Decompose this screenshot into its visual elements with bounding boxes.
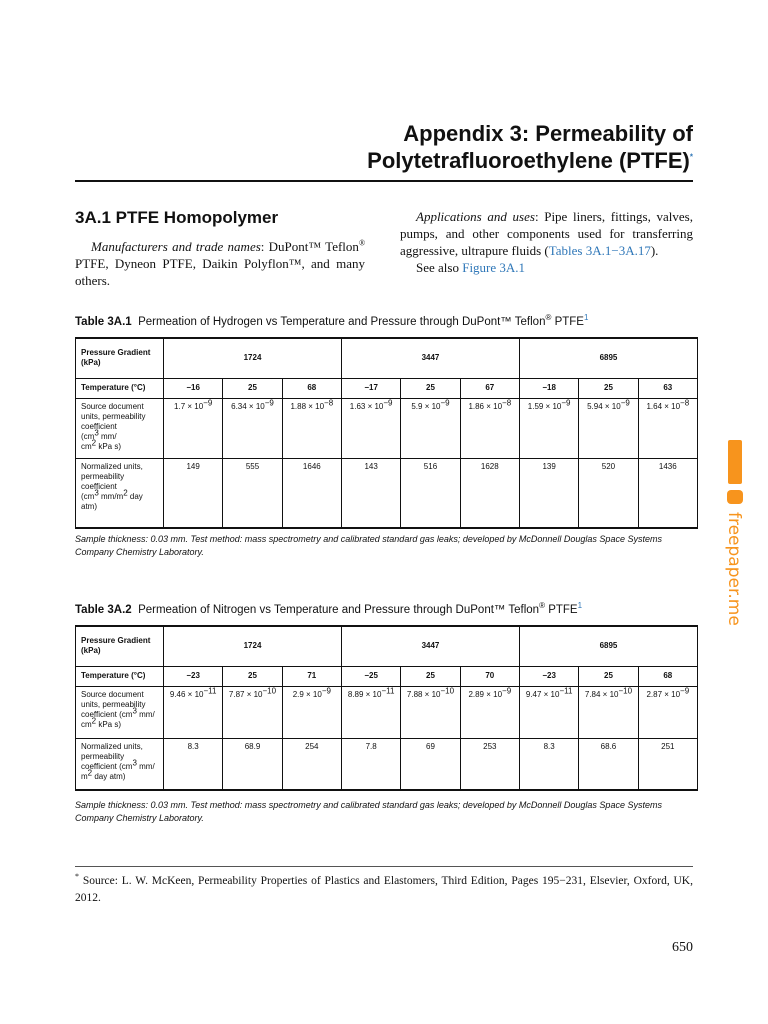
table1-temp-cell: 25 [223, 378, 282, 398]
applications-paragraph [400, 208, 693, 276]
sup-2: 2 [87, 767, 93, 777]
sup-2: 2 [91, 715, 97, 725]
value: 8.89 × 10 [347, 689, 382, 699]
exponent: −9 [680, 685, 690, 695]
table2-normalized-c: mm/ [136, 761, 155, 771]
table2-ref[interactable]: 1 [577, 601, 583, 611]
table2-caption-end: PTFE [545, 604, 578, 616]
table1-value-cell [579, 398, 638, 458]
table1-temp-cell: 25 [579, 378, 638, 398]
table2-units-b: mm/ [136, 709, 155, 719]
table1-normalized-b: (cm [81, 491, 95, 501]
table1-reg-mark: ® [545, 313, 552, 323]
value: 2.9 × 10 [292, 689, 322, 699]
table2-temp-cell: 70 [460, 666, 519, 686]
table1-units-b: mm/ [98, 431, 117, 441]
exponent: −9 [203, 397, 213, 407]
table2-normalized-d: day atm) [92, 771, 126, 781]
table2-norm-cell: 68.9 [223, 738, 282, 790]
exponent: −10 [440, 685, 455, 695]
title-footnote-marker[interactable]: * [689, 152, 693, 162]
manufacturers-text-b: PTFE, Dyneon PTFE, Daikin Polyflon™, and many others. [75, 256, 365, 288]
exponent: −9 [440, 397, 450, 407]
value: 1.7 × 10 [174, 401, 204, 411]
table1-source-label-text: Source document units, permeability coefficient [81, 401, 146, 431]
exponent: −8 [324, 397, 334, 407]
exponent: −10 [618, 685, 633, 695]
tables-link[interactable]: Tables 3A.1−3A.17 [548, 243, 651, 258]
value: 7.87 × 10 [228, 689, 263, 699]
exponent: −9 [321, 685, 331, 695]
table2-value-cell [164, 686, 223, 738]
sup-3: 3 [94, 487, 99, 497]
manufacturers-label: Manufacturers and trade names [91, 239, 261, 254]
table1-value-cell [519, 398, 578, 458]
table1-ref[interactable]: 1 [583, 313, 589, 323]
exponent: −11 [203, 685, 217, 695]
value: 9.47 × 10 [525, 689, 560, 699]
footnote-marker: * [75, 872, 79, 882]
value: 7.88 × 10 [406, 689, 441, 699]
table1-pressure-header: Pressure Gradient (kPa) [76, 338, 164, 378]
table2-value-cell [638, 686, 697, 738]
sup-2: 2 [91, 437, 97, 447]
value: 1.59 × 10 [527, 401, 562, 411]
table1-norm-cell: 555 [223, 458, 282, 528]
table1-caption-end: PTFE [551, 316, 584, 328]
chapter-title-line-2 [133, 147, 693, 174]
table2-temp-cell: 71 [282, 666, 341, 686]
table1-normalized-e: atm) [81, 501, 97, 511]
figure-link[interactable]: Figure 3A.1 [462, 260, 526, 275]
table1-pressure-row [76, 338, 698, 378]
table2-temperature-header: Temperature (°C) [76, 666, 164, 686]
table2-value-cell [282, 686, 341, 738]
table2-normalized-label [76, 738, 164, 790]
freepaper-watermark [720, 438, 750, 668]
table1-caption [75, 313, 693, 328]
watermark-arabic-block [728, 440, 742, 484]
watermark-text: freepaper.me [724, 512, 744, 626]
value: 1.64 × 10 [646, 401, 681, 411]
table1-norm-cell: 1436 [638, 458, 697, 528]
table2-source-units-label [76, 686, 164, 738]
table1-pressure-cell: 3447 [341, 338, 519, 378]
table1-value-cell [164, 398, 223, 458]
chapter-title-line-1: Appendix 3: Permeability of [403, 121, 693, 146]
table1-value-cell [282, 398, 341, 458]
table1-pressure-cell: 6895 [519, 338, 697, 378]
exponent: −9 [383, 397, 393, 407]
table1-value-cell [401, 398, 460, 458]
see-also-text: See also [416, 260, 463, 275]
table1-temp-cell: 68 [282, 378, 341, 398]
table1-norm-cell: 139 [519, 458, 578, 528]
watermark-logo-icon [727, 490, 743, 504]
table2-norm-cell: 254 [282, 738, 341, 790]
exponent: −11 [381, 685, 395, 695]
table1-norm-cell: 149 [164, 458, 223, 528]
exponent: −8 [680, 397, 690, 407]
table1-pressure-cell: 1724 [164, 338, 342, 378]
table2-value-cell [341, 686, 400, 738]
table2-temp-cell: −23 [164, 666, 223, 686]
table2-caption-text: Permeation of Nitrogen vs Temperature and Pressure through DuPont™ Teflon [138, 604, 540, 616]
value: 2.87 × 10 [646, 689, 681, 699]
table2-note: Sample thickness: 0.03 mm. Test method: mass spectrometry and calibrated standard gas leaks; developed by McDonnell Douglas Space Systems Company Chemistry Laboratory. [75, 800, 662, 823]
table1-temperature-row [76, 378, 698, 398]
table2-label: Table 3A.2 [75, 604, 132, 616]
table1-normalized-d: day [127, 491, 143, 501]
value: 5.9 × 10 [411, 401, 441, 411]
table2-value-cell [223, 686, 282, 738]
table2-normalized-m: m [81, 771, 88, 781]
table1-units-a: (cm [81, 431, 95, 441]
value: 1.86 × 10 [468, 401, 503, 411]
exponent: −9 [620, 397, 630, 407]
exponent: −10 [262, 685, 277, 695]
table2-units-c: cm [81, 719, 92, 729]
table1-normalized-text: Normalized units, permeability coefficient [81, 461, 143, 491]
value: 9.46 × 10 [169, 689, 204, 699]
table1-temp-cell: 25 [401, 378, 460, 398]
table1-normalized-c: mm/m [98, 491, 124, 501]
table2-source-label-text: Source document units, permeability coefficient (cm [81, 689, 146, 719]
table1-value-cell [341, 398, 400, 458]
exponent: −11 [559, 685, 573, 695]
table1-value-cell [460, 398, 519, 458]
table1-value-cell [638, 398, 697, 458]
table1-label: Table 3A.1 [75, 316, 132, 328]
table2-temp-cell: 25 [579, 666, 638, 686]
table1-norm-cell: 516 [401, 458, 460, 528]
table2 [75, 625, 698, 791]
table2-temp-cell: 25 [401, 666, 460, 686]
chapter-title-line-2-text: Polytetrafluoroethylene (PTFE) [367, 148, 690, 173]
table2-value-cell [460, 686, 519, 738]
table1-units-c: cm [81, 441, 92, 451]
title-rule [75, 180, 693, 182]
value: 6.34 × 10 [231, 401, 265, 411]
table1-temp-cell: −17 [341, 378, 400, 398]
table1-caption-text: Permeation of Hydrogen vs Temperature and Pressure through DuPont™ Teflon [138, 316, 546, 328]
table2-temperature-row [76, 666, 698, 686]
table2-norm-cell: 251 [638, 738, 697, 790]
table2-pressure-cell: 6895 [519, 626, 697, 666]
value: 1.63 × 10 [349, 401, 384, 411]
value: 1.88 × 10 [290, 401, 325, 411]
table2-pressure-cell: 1724 [164, 626, 342, 666]
footnote-text: Source: L. W. McKeen, Permeability Properties of Plastics and Elastomers, Third Edition, Pages 195−231, Elsevier, Oxford, UK, 2012. [75, 875, 693, 904]
value: 2.89 × 10 [468, 689, 503, 699]
table1 [75, 337, 698, 529]
exponent: −9 [502, 685, 512, 695]
table1-value-cell [223, 398, 282, 458]
table2-norm-cell: 68.6 [579, 738, 638, 790]
applications-label: Applications and uses [416, 209, 535, 224]
exponent: −9 [561, 397, 571, 407]
manufacturers-text-a: : DuPont™ Teflon [260, 239, 359, 254]
table2-value-cell [401, 686, 460, 738]
table1-normalized-row [76, 458, 698, 528]
applications-text: : Pipe liners, fittings, valves, pumps, and other components used for transferring aggressive, ultrapure fluids ( [400, 209, 693, 258]
manufacturers-paragraph [75, 238, 365, 289]
value: 7.84 × 10 [584, 689, 619, 699]
table2-normalized-text: Normalized units, permeability coefficient (cm [81, 741, 143, 771]
footnote-rule [75, 866, 693, 867]
footnote [75, 873, 693, 907]
chapter-title [133, 120, 693, 174]
table1-temp-cell: 67 [460, 378, 519, 398]
table2-caption [75, 601, 693, 616]
table2-units-d: kPa s) [96, 719, 122, 729]
page-number: 650 [672, 940, 693, 955]
table1-source-units-row [76, 398, 698, 458]
table2-norm-cell: 69 [401, 738, 460, 790]
table1-temp-cell: 63 [638, 378, 697, 398]
table1-temperature-header: Temperature (°C) [76, 378, 164, 398]
table1-norm-cell: 143 [341, 458, 400, 528]
table2-value-cell [579, 686, 638, 738]
value: 5.94 × 10 [587, 401, 621, 411]
table1-temp-cell: −16 [164, 378, 223, 398]
exponent: −8 [502, 397, 512, 407]
table2-pressure-row [76, 626, 698, 666]
applications-end: ). [650, 243, 659, 258]
table2-temp-cell: 68 [638, 666, 697, 686]
table2-temp-cell: −25 [341, 666, 400, 686]
table1-normalized-label [76, 458, 164, 528]
sup-3: 3 [132, 757, 137, 767]
table2-norm-cell: 253 [460, 738, 519, 790]
table1-norm-cell: 520 [579, 458, 638, 528]
table2-norm-cell: 8.3 [164, 738, 223, 790]
table2-reg-mark: ® [539, 601, 545, 611]
table1-norm-cell: 1646 [282, 458, 341, 528]
sup-2: 2 [123, 487, 128, 497]
table1-note: Sample thickness: 0.03 mm. Test method: mass spectrometry and calibrated standard gas leaks; developed by McDonnell Douglas Space Systems Company Chemistry Laboratory. [75, 534, 662, 557]
table1-units-d: kPa s) [96, 441, 122, 451]
table1-norm-cell: 1628 [460, 458, 519, 528]
table2-temp-cell: 25 [223, 666, 282, 686]
sup-3: 3 [132, 705, 137, 715]
section-heading: 3A.1 PTFE Homopolymer [75, 208, 279, 227]
table2-pressure-header: Pressure Gradient (kPa) [76, 626, 164, 666]
registered-mark: ® [358, 238, 366, 248]
table2-value-cell [519, 686, 578, 738]
table2-pressure-cell: 3447 [341, 626, 519, 666]
sup-3: 3 [94, 427, 99, 437]
table1-temp-cell: −18 [519, 378, 578, 398]
table2-source-units-row [76, 686, 698, 738]
table2-norm-cell: 8.3 [519, 738, 578, 790]
table2-temp-cell: −23 [519, 666, 578, 686]
table2-normalized-row [76, 738, 698, 790]
table2-norm-cell: 7.8 [341, 738, 400, 790]
exponent: −9 [264, 397, 274, 407]
table1-source-units-label [76, 398, 164, 458]
